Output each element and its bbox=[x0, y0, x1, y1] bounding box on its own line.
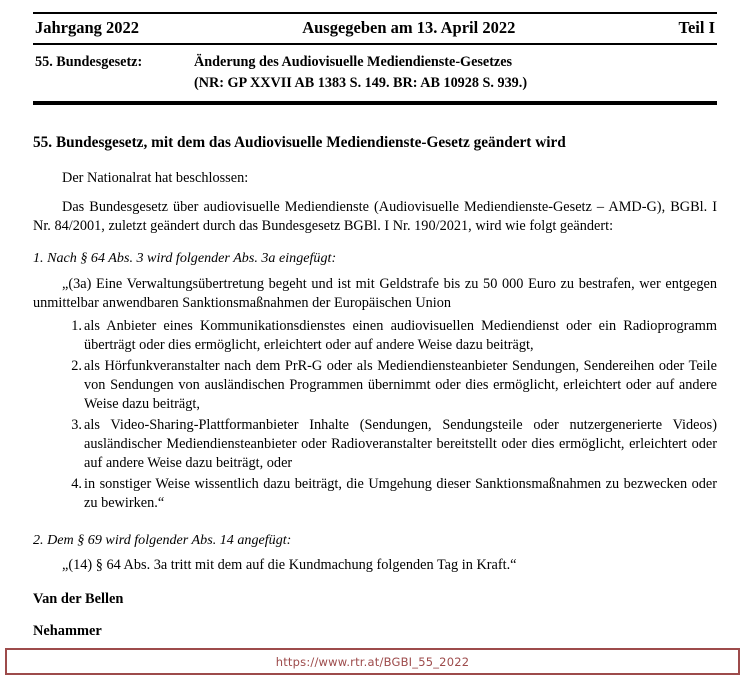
list-item bbox=[33, 416, 717, 473]
intro-paragraph-1: Der Nationalrat hat beschlossen: bbox=[62, 169, 249, 186]
masthead-volume: Jahrgang 2022 bbox=[35, 18, 140, 37]
list-item bbox=[33, 357, 717, 414]
intro-paragraph-2: Das Bundesgesetz über audiovisuelle Mediendienste (Audiovisuelle Mediendienste-Gesetz – AMD-G), BGBl. I Nr. 84/2001, zuletzt geändert durch das Bundesgesetz BGBl. I Nr. 190/2021, wird wie folgt geändert: bbox=[33, 198, 717, 234]
list-item-marker: 3. bbox=[71, 416, 82, 433]
gazette-masthead bbox=[33, 12, 717, 105]
masthead-rule-bottom bbox=[33, 101, 717, 105]
entry-label: 55. Bundesgesetz: bbox=[35, 54, 143, 70]
list-item-text: als Anbieter eines Kommunikationsdienstes einen audiovisuellen Mediendienst oder ein Radioprogramm überträgt oder dies ermöglicht, erleichtert oder auf andere Weise dazu beiträgt, bbox=[84, 317, 717, 353]
section-spacer bbox=[33, 522, 717, 531]
signature-block bbox=[33, 590, 717, 640]
amendment-quote-2: „(14) § 64 Abs. 3a tritt mit dem auf die Kundmachung folgenden Tag in Kraft.“ bbox=[62, 557, 517, 574]
document-content bbox=[33, 133, 717, 653]
list-item-text: als Video-Sharing-Plattformanbieter Inhalte (Sendungen, Sendungsteile oder nutzergenerierte Videos) ausländischer Mediendiensteanbieter oder Radioveranstalter bereitstellt oder dies ermöglicht, erleichtert oder auf andere Weise dazu beiträgt, oder bbox=[84, 416, 717, 471]
signature-chancellor: Nehammer bbox=[33, 622, 102, 639]
signature-president: Van der Bellen bbox=[33, 591, 124, 608]
source-url-text[interactable]: https://www.rtr.at/BGBI_55_2022 bbox=[275, 654, 470, 669]
list-item bbox=[33, 317, 717, 355]
list-item-marker: 2. bbox=[71, 357, 82, 374]
gazette-entry bbox=[33, 45, 717, 101]
list-item-marker: 1. bbox=[71, 317, 82, 334]
list-item bbox=[33, 475, 717, 513]
amendment-item-list-1 bbox=[33, 317, 717, 513]
entry-title-line-2: (NR: GP XXVII AB 1383 S. 149. BR: AB 10928 S. 939.) bbox=[194, 74, 528, 91]
masthead-part: Teil I bbox=[678, 18, 715, 37]
amendment-heading-1: 1. Nach § 64 Abs. 3 wird folgender Abs. 3a eingefügt: bbox=[33, 249, 337, 266]
amendment-heading-2: 2. Dem § 69 wird folgender Abs. 14 angefügt: bbox=[33, 531, 292, 548]
entry-title-block bbox=[194, 52, 715, 93]
list-item-marker: 4. bbox=[71, 475, 82, 492]
page-title: 55. Bundesgesetz, mit dem das Audiovisuelle Mediendienste-Gesetz geändert wird bbox=[33, 134, 566, 151]
list-item-text: in sonstiger Weise wissentlich dazu beiträgt, die Umgehung dieser Sanktionsmaßnahmen zu bezwecken oder zu bewirken.“ bbox=[84, 475, 717, 511]
entry-title-line-1: Änderung des Audiovisuelle Mediendienste-Gesetzes bbox=[194, 54, 513, 70]
list-item-text: als Hörfunkveranstalter nach dem PrR-G oder als Mediendiensteanbieter Sendungen, Sendereihen oder Teile von Sendungen von ausländischen Programmen übernimmt oder dies ermöglicht, erleichtert oder auf andere Weise dazu beiträgt, bbox=[84, 357, 717, 412]
source-url-bar bbox=[5, 648, 740, 675]
amendment-quote-1: „(3a) Eine Verwaltungsübertretung begeht und ist mit Geldstrafe bis zu 50 000 Euro zu bestrafen, wer entgegen unmittelbar anwendbaren Sanktionsmaßnahmen der Europäischen Union bbox=[33, 275, 717, 311]
masthead-issue-date: Ausgegeben am 13. April 2022 bbox=[302, 18, 516, 37]
masthead-row bbox=[33, 14, 717, 43]
